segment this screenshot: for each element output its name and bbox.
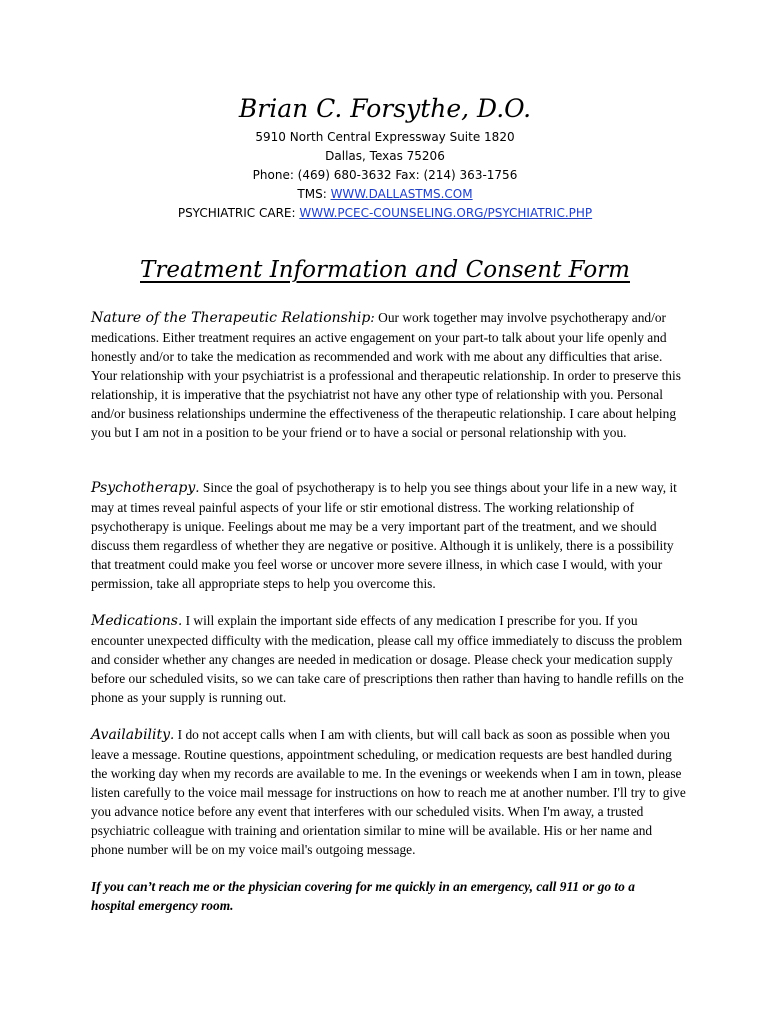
section-heading-punct: .	[195, 481, 200, 496]
city-state-zip: Dallas, Texas 75206	[325, 149, 445, 163]
tms-line	[0, 185, 770, 204]
section-availability	[91, 725, 686, 859]
section-heading: Psychotherapy	[91, 480, 196, 496]
section-body: Since the goal of psychotherapy is to help you see things about your life in a new way, it may at times reveal painful aspects of your life or stir emotional distress. The working relationship of psychotherapy is unique. Feelings about me may be a very important part of the treatment, and we should discuss them regardless of whether they are negative or positive. Although it is unlikely, there is a possibility that treatment could make you feel worse or uncover more severe illness, in which case I would, with your permission, take all appropriate steps to help you overcome this.	[91, 480, 677, 591]
section-body: Our work together may involve psychotherapy and/or medications. Either treatment requires an active engagement on your part-to talk about your life openly and honestly and/or to take the medication as recommended and work with me about any difficulties that arise. Your relationship with your psychiatrist is a professional and therapeutic relationship. In order to preserve this relationship, it is imperative that the psychiatrist not have any other type of relationship with you. Personal and/or business relationships undermine the effectiveness of the therapeutic relationship. I care about helping you but I am not in a position to be your friend or to have a social or personal relationship with you.	[91, 310, 681, 440]
section-heading-punct: .	[177, 614, 183, 629]
section-psychotherapy	[91, 478, 686, 593]
section-heading: Nature of the Therapeutic Relationship	[91, 310, 371, 326]
section-body: I do not accept calls when I am with clients, but will call back as soon as possible when you leave a message. Routine questions, appointment scheduling, or medication requests are best handled during the working day when my records are available to me. In the evenings or weekends when I am in town, please listen carefully to the voice mail message for instructions on how to reach me at another number. I'll try to give you advance notice before any event that interferes with our scheduled visits. When I'm away, a trusted psychiatric colleague with training and orientation similar to mine will be available. His or her name and phone number will be on my voice mail's outgoing message.	[91, 727, 686, 857]
section-heading: Availability	[91, 727, 171, 743]
section-therapeutic-relationship	[91, 308, 686, 442]
tms-label: TMS:	[297, 187, 331, 201]
section-heading-punct: .	[170, 728, 175, 743]
psychiatric-care-link[interactable]: WWW.PCEC-COUNSELING.ORG/PSYCHIATRIC.PHP	[299, 206, 593, 220]
phone-fax: Phone: (469) 680-3632 Fax: (214) 363-1756	[252, 168, 518, 182]
section-heading: Medications	[91, 613, 178, 629]
psychiatric-care-line	[0, 204, 770, 223]
tms-website-link[interactable]: WWW.DALLASTMS.COM	[330, 187, 473, 201]
section-heading-punct: :	[370, 311, 375, 326]
section-medications	[91, 611, 686, 707]
doctor-name: Brian C. Forsythe, D.O.	[238, 94, 532, 123]
emergency-notice: If you can’t reach me or the physician covering for me quickly in an emergency, call 911 or go to a hospital emergency room.	[91, 879, 635, 913]
psychiatric-care-label: PSYCHIATRIC CARE:	[177, 206, 300, 220]
street-address: 5910 North Central Expressway Suite 1820	[255, 130, 515, 144]
form-title: Treatment Information and Consent Form	[140, 257, 630, 283]
letterhead	[0, 94, 770, 223]
section-body: I will explain the important side effects of any medication I prescribe for you. If you encounter unexpected difficulty with the medication, please call my office immediately to discuss the problem and consider whether any changes are needed in medication or dosage. Please check your medication supply before our scheduled visits, so we can take care of prescriptions then rather than having to handle refills on the phone as your supply is running out.	[91, 613, 684, 705]
